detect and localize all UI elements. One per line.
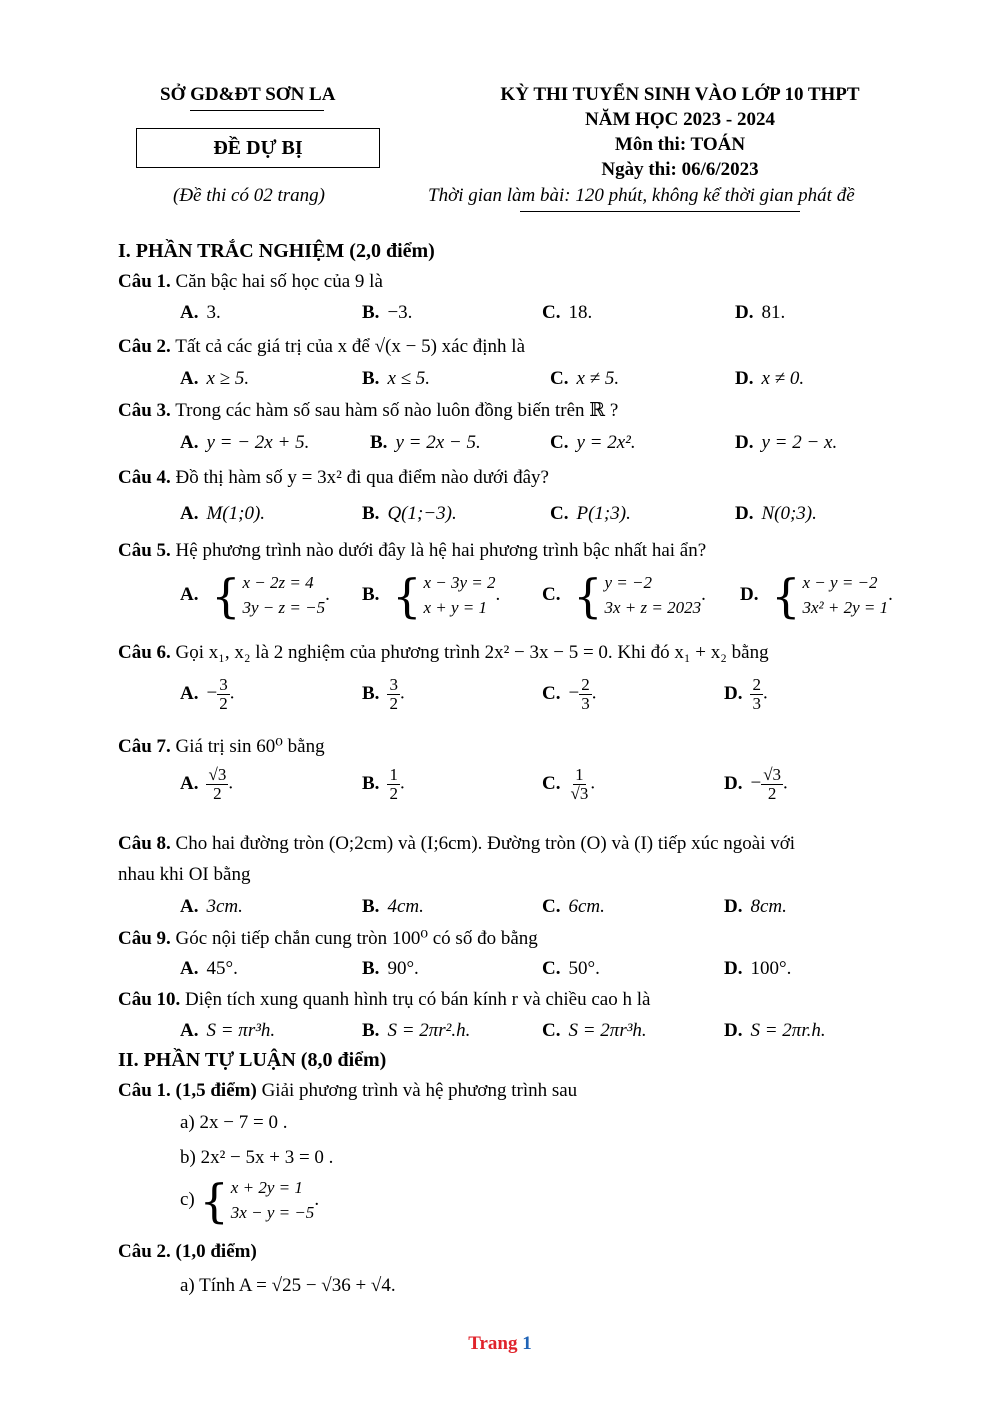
q1-option-c: C. 18. [542,302,593,323]
q5-option-b: B. { x − 3y = 2 x + y = 1 . [362,568,501,623]
q2-option-b: B. x ≤ 5. [362,368,431,389]
exam-date: Ngày thi: 06/6/2023 [601,159,759,180]
q8-option-c: C. 6cm. [542,896,605,917]
q4-option-b: B. Q(1;−3). [362,503,457,524]
part2-title: II. PHẦN TỰ LUẬN (8,0 điểm) [118,1049,387,1071]
q9-option-c: C. 50°. [542,958,600,979]
q2-option-d: D. x ≠ 0. [735,368,805,389]
q3-option-a: A. y = − 2x + 5. [180,432,310,453]
q7-option-d: D. − $\frac{√3}{2}$ . [724,765,788,803]
time-underline [520,211,800,212]
essay-q1-a: a) 2x − 7 = 0 . [180,1112,288,1133]
q1-option-a: A. 3. [180,302,221,323]
q6-option-a: A. − $\frac{3}{2}$ . [180,675,235,713]
q10-option-b: B. S = 2πr².h. [362,1020,471,1041]
q7-option-c: C. $\frac{1}{√3}$ . [542,765,596,803]
exam-title: KỲ THI TUYỂN SINH VÀO LỚP 10 THPT [500,84,860,105]
question-6: Câu 6. Gọi x₁, x₂ là 2 nghiệm của phương trình 2x² − 3x − 5 = 0. Khi đó x₁ + x₂ bằng [118,642,769,663]
question-2: Câu 2. Tất cả các giá trị của x để √(x − 5) xác định là [118,336,526,357]
question-1: Câu 1. Căn bậc hai số học của 9 là [118,271,383,292]
page-footer [0,1333,1000,1355]
q8-option-a: A. 3cm. [180,896,243,917]
q6-option-c: C. − $\frac{2}{3}$ . [542,675,597,713]
page-number: 1 [522,1333,532,1354]
q4-option-c: C. P(1;3). [550,503,631,524]
q4-option-d: D. N(0;3). [735,503,817,524]
q8-option-b: B. 4cm. [362,896,424,917]
q4-option-a: A. M(1;0). [180,503,266,524]
question-7: Câu 7. Giá trị sin 60⁰ bằng [118,736,325,757]
q9-option-a: A. 45°. [180,958,238,979]
essay-q1-b: b) 2x² − 5x + 3 = 0 . [180,1147,334,1168]
q10-option-c: C. S = 2πr³h. [542,1020,647,1041]
q5-option-d: D. { x − y = −2 3x² + 2y = 1 . [740,568,893,623]
q10-option-a: A. S = πr³h. [180,1020,276,1041]
q9-option-b: B. 90°. [362,958,419,979]
q8-option-d: D. 8cm. [724,896,787,917]
essay-q1-c: c) { x + 2y = 1 3x − y = −5 . [180,1173,320,1228]
question-8-cont: nhau khi OI bằng [118,864,251,885]
q7-option-b: B. $\frac{1}{2}$ . [362,765,405,803]
q2-option-a: A. x ≥ 5. [180,368,250,389]
q5-option-c: C. { y = −2 3x + z = 2023 . [542,568,706,623]
part1-title: I. PHẦN TRẮC NGHIỆM (2,0 điểm) [118,240,435,262]
q6-option-d: D. $\frac{2}{3}$ . [724,675,768,713]
pages-note: (Đề thi có 02 trang) [173,185,325,206]
q7-option-a: A. $\frac{√3}{2}$ . [180,765,234,803]
question-5: Câu 5. Hệ phương trình nào dưới đây là hệ hai phương trình bậc nhất hai ẩn? [118,540,707,561]
question-9: Câu 9. Góc nội tiếp chắn cung tròn 100⁰ có số đo bằng [118,928,538,949]
reserve-exam-box: ĐỀ DỰ BỊ [136,128,380,168]
question-8: Câu 8. Cho hai đường tròn (O;2cm) và (I;6cm). Đường tròn (O) và (I) tiếp xúc ngoài với [118,833,796,854]
dept-underline [190,110,324,111]
subject: Môn thi: TOÁN [614,134,746,155]
q1-option-d: D. 81. [735,302,786,323]
q3-option-b: B. y = 2x − 5. [370,432,481,453]
question-3: Câu 3. Trong các hàm số sau hàm số nào luôn đồng biến trên ℝ ? [118,400,619,421]
question-4: Câu 4. Đồ thị hàm số y = 3x² đi qua điểm nào dưới đây? [118,467,549,488]
q6-option-b: B. $\frac{3}{2}$ . [362,675,405,713]
q3-option-c: C. y = 2x². [550,432,636,453]
department-name: SỞ GD&ĐT SƠN LA [160,84,336,105]
school-year: NĂM HỌC 2023 - 2024 [585,109,775,130]
essay-question-2: Câu 2. (1,0 điểm) [118,1241,257,1262]
page-word: Trang [468,1333,518,1354]
time-note: Thời gian làm bài: 120 phút, không kể thời gian phát đề [428,185,855,206]
question-10: Câu 10. Diện tích xung quanh hình trụ có bán kính r và chiều cao h là [118,989,651,1010]
q2-option-c: C. x ≠ 5. [550,368,620,389]
q5-option-a: A. { x − 2z = 4 3y − z = −5 . [180,568,330,623]
q10-option-d: D. S = 2πr.h. [724,1020,826,1041]
q3-option-d: D. y = 2 − x. [735,432,838,453]
q9-option-d: D. 100°. [724,958,792,979]
essay-q2-a: a) Tính A = √25 − √36 + √4. [180,1275,396,1296]
q1-option-b: B. −3. [362,302,413,323]
essay-question-1: Câu 1. (1,5 điểm) Giải phương trình và hệ phương trình sau [118,1080,578,1101]
